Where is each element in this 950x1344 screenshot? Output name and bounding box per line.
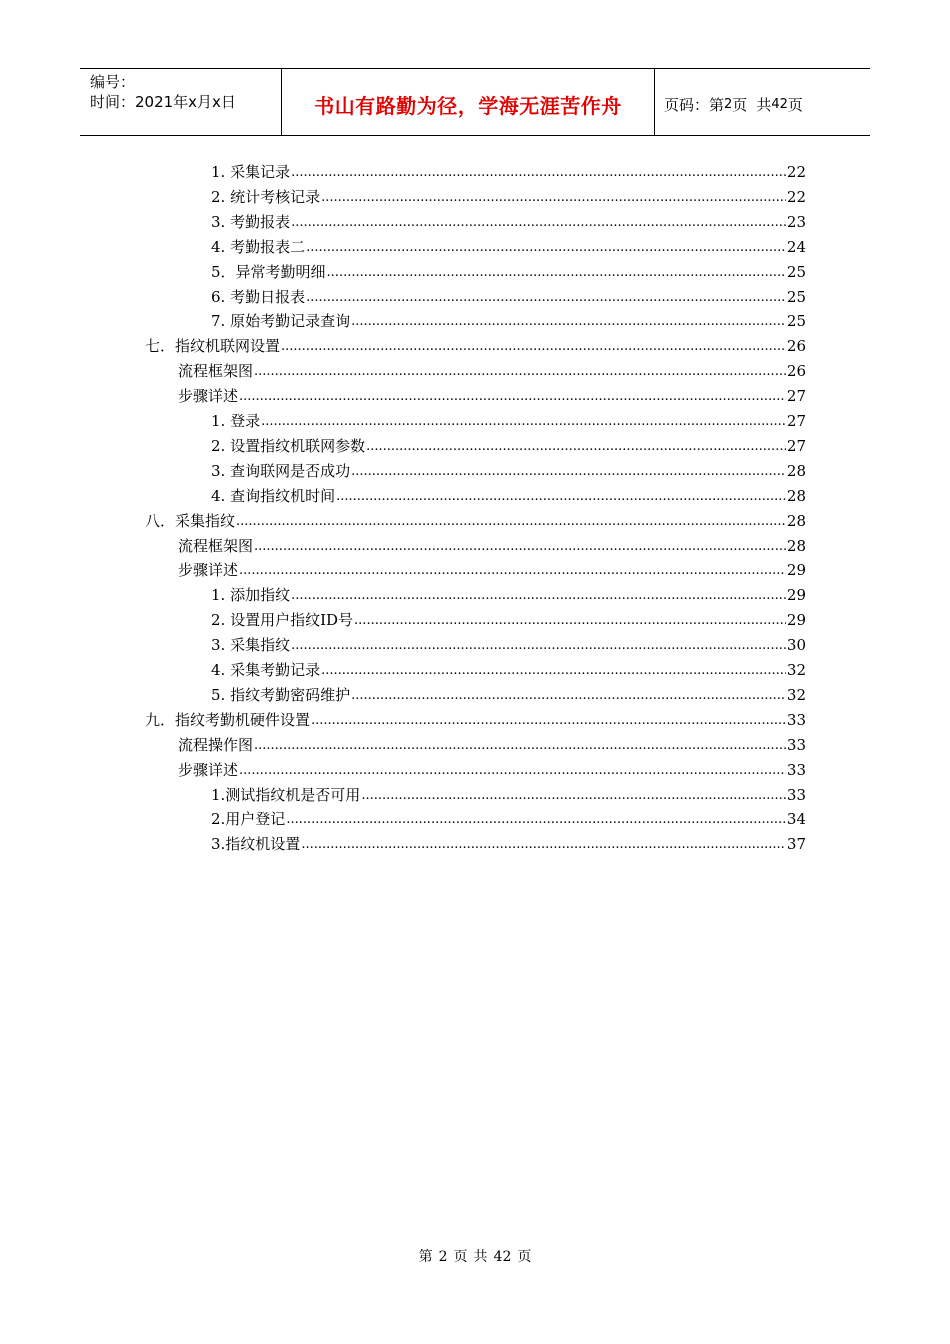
toc-entry[interactable] [145,334,806,358]
toc-dot-leader [306,284,786,310]
toc-entry-page: 28 [786,461,806,480]
toc-entry-page: 33 [786,760,806,779]
toc-dot-leader [236,508,786,534]
header-page-cell [655,69,870,135]
toc-dot-leader [239,557,786,583]
toc-entry-page: 28 [786,536,806,555]
toc-dot-leader [354,607,786,633]
toc-dot-leader [311,707,786,733]
toc-entry[interactable] [211,235,806,259]
toc-entry-page: 33 [786,710,806,729]
toc-entry[interactable] [178,758,806,782]
toc-dot-leader [301,831,786,857]
toc-entry-title: 3.指纹机设置 [211,835,301,854]
toc-entry[interactable] [211,160,806,184]
toc-entry[interactable] [145,509,806,533]
toc-entry-page: 22 [786,163,806,181]
toc-entry[interactable] [178,558,806,582]
toc-dot-leader [351,308,786,334]
toc-dot-leader [239,383,786,409]
toc-entry-title: 步骤详述 [178,561,239,580]
toc-entry-page: 29 [786,611,806,630]
toc-dot-leader [351,682,786,708]
toc-entry-page: 33 [786,785,806,804]
toc-entry[interactable] [211,633,806,657]
toc-entry[interactable] [211,309,806,333]
footer-word-gong: 共 [473,1249,488,1265]
document-code-label: 编号： [90,73,136,91]
toc-entry-title: 3. 采集指纹 [211,636,291,655]
page-mid: 页 [732,96,748,114]
toc-entry-title: 5. 指纹考勤密码维护 [211,685,351,704]
toc-dot-leader [306,234,786,260]
toc-entry-page: 33 [786,735,806,754]
toc-entry-page: 30 [786,636,806,655]
toc-entry-title: 七．指纹机联网设置 [145,337,281,356]
toc-dot-leader [281,333,786,359]
toc-entry[interactable] [178,384,806,408]
toc-entry[interactable] [211,658,806,682]
toc-entry-title: 2. 统计考核记录 [211,187,321,206]
toc-entry-page: 22 [786,187,806,206]
footer-word-ye-2: 页 [517,1249,532,1265]
toc-entry-title: 4. 采集考勤记录 [211,661,321,679]
toc-entry[interactable] [211,409,806,433]
toc-entry-title: 流程框架图 [178,362,254,381]
toc-entry-page: 34 [786,810,806,829]
footer-word-di: 第 [418,1249,433,1265]
document-time-label: 时间：2021年x月x日 [90,93,236,111]
page-footer [0,1246,950,1266]
header-info-cell [80,69,282,135]
toc-entry-page: 26 [786,337,806,356]
toc-entry-page: 24 [786,237,806,256]
toc-dot-leader [291,632,786,658]
toc-entry-page: 25 [786,287,806,306]
total-suffix: 页 [787,96,803,114]
toc-entry-page: 25 [786,262,806,281]
toc-dot-leader [336,483,786,509]
toc-entry[interactable] [211,434,806,458]
toc-entry-title: 7. 原始考勤记录查询 [211,312,351,331]
toc-entry-page: 27 [786,412,806,430]
page-header [80,68,870,136]
toc-entry[interactable] [211,807,806,831]
toc-entry-title: 6. 考勤日报表 [211,287,306,306]
toc-entry-title: 2. 设置用户指纹ID号 [211,611,354,630]
toc-entry[interactable] [211,783,806,807]
toc-entry[interactable] [211,683,806,707]
toc-entry-title: 1.测试指纹机是否可用 [211,785,361,804]
toc-dot-leader [361,782,786,808]
toc-dot-leader [286,806,786,832]
toc-entry-page: 28 [786,486,806,505]
toc-entry-title: 4. 查询指纹机时间 [211,486,336,505]
toc-entry-page: 28 [786,511,806,530]
toc-entry[interactable] [178,534,806,558]
toc-dot-leader [254,533,786,559]
toc-entry-title: 1. 添加指纹 [211,586,291,605]
toc-dot-leader [321,657,786,683]
toc-entry-title: 八．采集指纹 [145,511,236,530]
toc-entry-title: 2.用户登记 [211,810,286,829]
footer-word-ye: 页 [453,1249,468,1265]
toc-entry[interactable] [211,583,806,607]
toc-entry-title: 3. 考勤报表 [211,212,291,231]
toc-entry-title: 3. 查询联网是否成功 [211,461,351,480]
toc-entry-page: 27 [786,436,806,455]
page-prefix: 页码：第 [664,96,725,114]
toc-entry[interactable] [211,608,806,632]
toc-entry-title: 九．指纹考勤机硬件设置 [145,710,311,729]
total-prefix: 共 [756,96,772,114]
toc-dot-leader [291,582,786,608]
toc-dot-leader [239,757,786,783]
header-motto: 书山有路勤为径，学海无涯苦作舟 [314,94,622,118]
toc-entry[interactable] [211,484,806,508]
toc-entry[interactable] [211,832,806,856]
toc-entry[interactable] [211,210,806,234]
toc-entry[interactable] [211,459,806,483]
toc-entry[interactable] [211,285,806,309]
toc-entry-title: 4. 考勤报表二 [211,237,306,256]
toc-entry-title: 流程操作图 [178,735,254,754]
toc-entry-page: 32 [786,685,806,704]
toc-entry-page: 29 [786,586,806,605]
toc-entry[interactable] [145,708,806,732]
toc-entry-page: 29 [786,561,806,580]
total-pages: 42 [771,97,788,112]
toc-entry-title: 步骤详述 [178,760,239,779]
header-motto-cell [282,69,655,135]
toc-dot-leader [261,408,786,434]
toc-entry-title: 1. 登录 [211,412,261,430]
toc-entry[interactable] [178,733,806,757]
toc-entry-title: 流程框架图 [178,536,254,555]
toc-dot-leader [366,433,786,459]
toc-dot-leader [291,159,786,185]
toc-entry-page: 32 [786,661,806,679]
page-number: 2 [724,97,733,112]
toc-entry[interactable] [211,185,806,209]
toc-entry[interactable] [178,359,806,383]
toc-dot-leader [254,358,786,384]
toc-entry-page: 23 [786,212,806,231]
toc-entry-page: 25 [786,312,806,331]
toc-dot-leader [291,209,786,235]
toc-entry-page: 26 [786,362,806,381]
toc-entry-page: 37 [786,835,806,854]
toc-entry-title: 5．异常考勤明细 [211,262,326,281]
toc-dot-leader [321,184,786,210]
toc-dot-leader [351,458,786,484]
toc-entry-title: 1. 采集记录 [211,163,291,181]
toc-dot-leader [254,732,786,758]
toc-dot-leader [327,259,786,285]
footer-total-pages: 42 [493,1249,512,1265]
footer-page-number: 2 [438,1249,448,1265]
toc-entry[interactable] [211,260,806,284]
toc-entry-title: 2. 设置指纹机联网参数 [211,436,366,455]
toc-entry-page: 27 [786,387,806,406]
toc-entry-title: 步骤详述 [178,387,239,406]
